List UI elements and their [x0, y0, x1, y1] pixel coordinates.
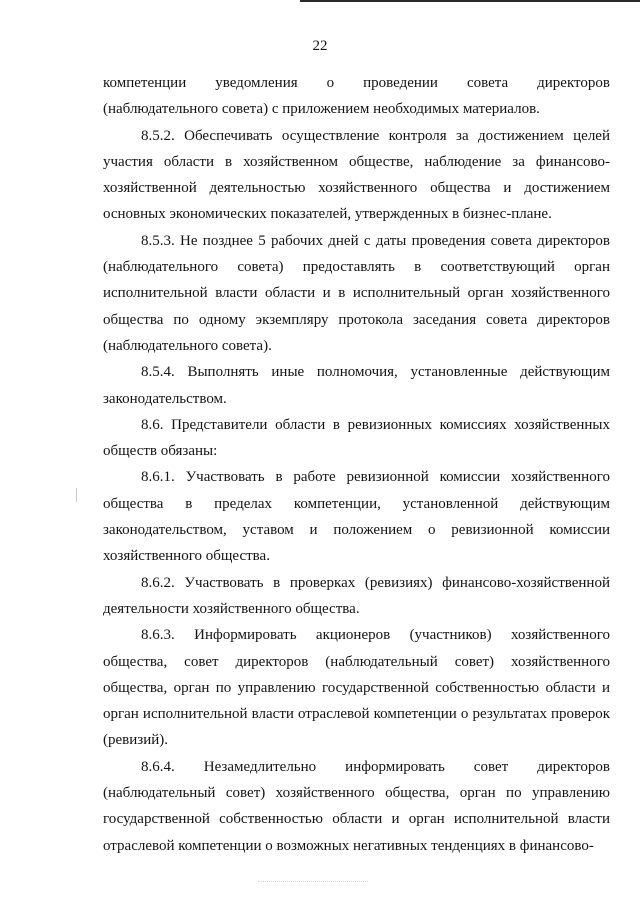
page-number: 22 [312, 38, 328, 54]
paragraph-8-5-3: 8.5.3. Не позднее 5 рабочих дней с даты проведения совета директоров (наблюдательного совета) предоставлять в соответствующий орган исполнительной власти области и в исполнительный орган хозяйственного общества по одному экземпляру протокола заседания совета директоров (наблюдательного совета). [103, 232, 610, 354]
paragraph-8-6-3: 8.6.3. Информировать акционеров (участников) хозяйственного общества, совет директоров (наблюдательный совет) хозяйственного общества, орган по управлению государственной собственностью области и орган исполнительной власти отраслевой компетенции о результатах проверок (ревизий). [103, 627, 610, 749]
top-border-line [300, 0, 640, 2]
paragraph-8-6-4: 8.6.4. Незамедлительно информировать совет директоров (наблюдательный совет) хозяйственного общества, орган по управлению государственной собственностью области и орган исполнительной власти отраслевой компетенции о возможных негативных тенденциях в финансово- [103, 758, 610, 854]
paragraph-8-6: 8.6. Представители области в ревизионных комиссиях хозяйственных обществ обязаны: [103, 416, 610, 460]
paragraph-continuation-line: компетенции уведомления о проведении совета директоров [103, 75, 610, 91]
document-body [103, 70, 610, 859]
paragraph-8-6-1: 8.6.1. Участвовать в работе ревизионной комиссии хозяйственного общества в пределах компетенции, установленной действующим законодательством, уставом и положением о ревизионной комиссии хозяйственного общества. [103, 469, 610, 565]
paragraph-continuation-rest: (наблюдательного совета) с приложением необходимых материалов. [103, 101, 540, 118]
paragraph-8-5-4: 8.5.4. Выполнять иные полномочия, установленные действующим законодательством. [103, 364, 610, 407]
paragraph-8-6-2: 8.6.2. Участвовать в проверках (ревизиях) финансово-хозяйственной деятельности хозяйственного общества. [103, 574, 610, 617]
scan-margin-mark [76, 488, 77, 502]
scan-footer-marks [258, 881, 368, 883]
paragraph-8-5-2: 8.5.2. Обеспечивать осуществление контроля за достижением целей участия области в хозяйственном обществе, наблюдение за финансово-хозяйственной деятельностью хозяйственного общества и достижением основных экономических показателей, утвержденных в бизнес-плане. [103, 127, 610, 223]
